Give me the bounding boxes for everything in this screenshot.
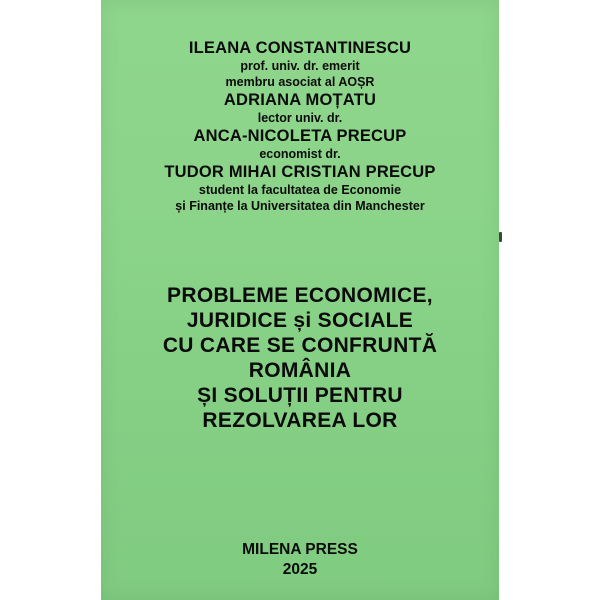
cover-edge-mark [499, 232, 502, 242]
author-title: și Finanțe la Universitatea din Manchester [175, 199, 425, 213]
author-name: ILEANA CONSTANTINESCU [188, 39, 412, 57]
author-title: membru asociat al AOȘR [225, 75, 375, 89]
book-cover [101, 0, 499, 600]
publisher-block [101, 540, 499, 580]
title-line: CU CARE SE CONFRUNTĂ [162, 334, 438, 357]
author-name: ANCA-NICOLETA PRECUP [193, 127, 407, 145]
author-name: ADRIANA MOȚATU [223, 91, 377, 109]
authors-block [101, 38, 499, 214]
author-title: lector univ. dr. [257, 111, 343, 125]
publisher-name: MILENA PRESS [242, 541, 358, 558]
publication-year: 2025 [282, 561, 318, 578]
author-name: TUDOR MIHAI CRISTIAN PRECUP [164, 163, 436, 181]
author-1 [101, 38, 499, 90]
author-title: prof. univ. dr. emerit [240, 59, 360, 73]
title-line: JURIDICE și SOCIALE [186, 309, 414, 332]
author-4 [101, 162, 499, 214]
title-line: ROMÂNIA [248, 359, 352, 382]
author-2 [101, 90, 499, 126]
author-title: economist dr. [259, 147, 341, 161]
book-title [101, 283, 499, 433]
author-3 [101, 126, 499, 162]
title-line: PROBLEME ECONOMICE, [167, 284, 433, 307]
title-line: REZOLVAREA LOR [202, 409, 398, 432]
title-line: ȘI SOLUȚII PENTRU [197, 384, 403, 407]
author-title: student la facultatea de Economie [198, 183, 402, 197]
